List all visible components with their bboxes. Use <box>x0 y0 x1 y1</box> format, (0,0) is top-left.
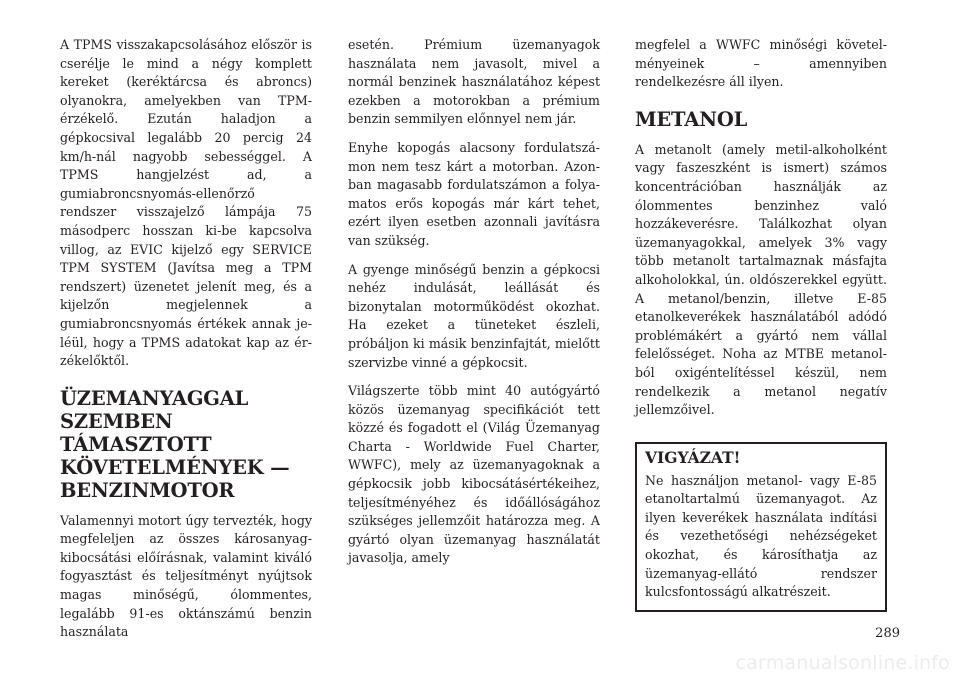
heading-line: SZEMBEN <box>60 409 173 433</box>
warning-title: VIGYÁZAT! <box>645 447 741 467</box>
warning-box <box>635 442 887 612</box>
heading-line: KÖVETELMÉNYEK — <box>60 455 290 479</box>
heading-line: ÜZEMANYAGGAL <box>60 386 249 410</box>
engine-knock-paragraph: Enyhe kopogás alacsony fordulatszámon nem tesz kárt a motorban. Azonban magasabb fordulatszámon a folyamatos erős kopogás már kárt tehet, ezért ilyen esetben azonnali javításra van szükség. <box>348 139 600 248</box>
text-column-left <box>60 36 312 652</box>
wwfc-paragraph: Világszerte több mint 40 autógyártó közös üzemanyag specifikációt tett közzé és fogadott el (Világ Üzemanyag Charta - Worldwide Fuel Charter, WWFC), mely az üzemanyagoknak a gépkocsik jobb kibocsátásértékeihez, teljesítményéhez és időállóságához szükséges jellemzőit határozza meg. A gyártó olyan üzemanyag használatát javasolja, amely <box>348 383 600 566</box>
heading-line: TÁMASZTOTT <box>60 432 212 456</box>
premium-fuel-paragraph: esetén. Prémium üzemanyagok használata nem javasolt, mivel a normál benzinek használatához képest ezekben a motorokban a prémium benzin semmilyen előnnyel nem jár. <box>348 37 600 127</box>
engine-design-paragraph: Valamennyi motort úgy tervezték, hogy megfeleljen az összes károsanyag-kibocsátási előírásnak, valamint kiváló fogyasztást és teljesítményt nyújtsok magas minőségű, ólommentes, legalább 91-es oktánszámú benzin használata <box>60 512 312 640</box>
methanol-paragraph: A metanolt (amely metil-alkoholként vagy faszeszként is ismert) számos koncentrációban használják az ólommentes benzinhez való hozzákeverésre. Találkozhat olyan üzemanyagokkal, amelyek 3% vagy több metanolt tartalmaznak másfajta alkoholokkal, ún. oldószerekkel együtt. A metanol/benzin, illetve E-85 etanolkeverékek használatából adódó problémákért a gyártó nem vállal felelősséget. Noha az MTBE metanolból oxigéntelítéssel készül, nem rendelkezik a metanol negatív jellemzőivel. <box>635 141 887 418</box>
heading-line: BENZINMOTOR <box>60 478 235 502</box>
wwfc-continuation-paragraph: megfelel a WWFC minőségi követelményeinek – amennyiben rendelkezésre áll ilyen. <box>635 37 887 90</box>
poor-quality-fuel-paragraph: A gyenge minőségű benzin a gépkocsi nehéz indulását, leállását és bizonytalan motorműködést okozhat. Ha ezeket a tüneteket észleli, próbáljon ki másik benzinfajtát, mielőtt szervizbe vinné a gépkocsit. <box>348 261 600 370</box>
methanol-heading: METANOL <box>635 107 748 131</box>
watermark: carmanualsonline.info <box>735 652 950 674</box>
fuel-requirements-heading <box>60 387 312 502</box>
text-column-right <box>635 36 887 612</box>
warning-text: Ne használjon metanol- vagy E-85 etanoltartalmú üzemanyagot. Az ilyen keverékek használata indítási és vezethetőségi nehézségeket okozhat, és károsíthatja az üzemanyag-ellátó rendszer kulcsfontosságú alkatrészeit. <box>645 472 877 600</box>
text-column-middle <box>348 36 600 578</box>
page-number: 289 <box>875 626 900 641</box>
tpms-reactivation-paragraph: A TPMS visszakapcsolásához először is cserélje le mind a négy komplett kereket (keréktárcsa és abroncs) olyanokra, amelyekben van TPM-érzékelő. Ezután haladjon a gépkocsival legalább 20 percig 24 km/h-nál nagyobb sebességgel. A TPMS hangjelzést ad, a gumiabroncsnyomás-ellenőrző rendszer visszajelző lámpája 75 másodperc hosszan ki-be kapcsolva villog, az EVIC kijelző egy SERVICE TPM SYSTEM (Javítsa meg a TPM rendszert) üzenetet jelenít meg, és a kijelzőn megjelennek a gumiabroncsnyomás értékek annak jeléül, hogy a TPMS adatokat kap az érzékelőktől. <box>60 37 312 369</box>
